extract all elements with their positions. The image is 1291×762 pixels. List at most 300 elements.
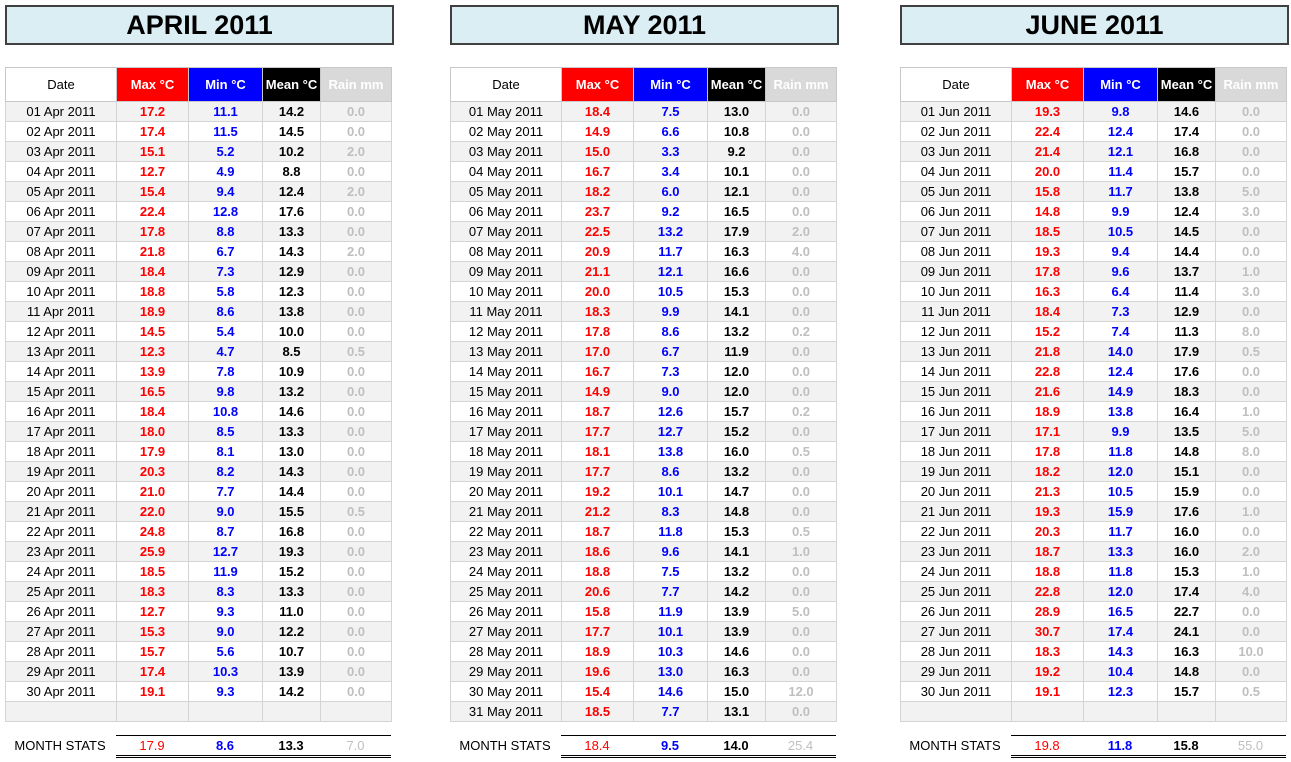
min-temp-cell: 12.7 [189,542,263,562]
rain-cell: 0.0 [766,362,837,382]
table-row [451,362,837,382]
table-row [451,322,837,342]
table-row [901,142,1287,162]
rain-cell: 0.0 [766,142,837,162]
rain-cell: 0.0 [321,582,392,602]
rain-cell: 0.0 [766,162,837,182]
min-temp-cell: 10.5 [634,282,708,302]
rain-cell: 0.0 [321,302,392,322]
table-row [6,582,392,602]
rain-cell: 0.0 [321,662,392,682]
table-row [451,522,837,542]
mean-temp-cell: 22.7 [1158,602,1216,622]
table-row [451,302,837,322]
table-row [6,702,392,722]
rain-cell: 0.0 [766,182,837,202]
rain-cell: 0.0 [321,122,392,142]
table-row [901,542,1287,562]
max-temp-cell: 20.3 [1012,522,1084,542]
table-row [451,502,837,522]
mean-temp-cell: 12.0 [708,362,766,382]
min-temp-cell: 10.4 [1084,662,1158,682]
min-temp-cell: 9.3 [189,682,263,702]
rain-cell: 0.5 [321,502,392,522]
max-temp-cell: 24.8 [117,522,189,542]
column-header-max: Max °C [117,68,189,102]
table-row [6,642,392,662]
max-temp-cell: 19.1 [1012,682,1084,702]
table-row [901,322,1287,342]
rain-cell: 0.0 [1216,162,1287,182]
column-header-date: Date [6,68,117,102]
max-temp-cell: 17.1 [1012,422,1084,442]
table-row [901,462,1287,482]
rain-cell: 0.0 [321,562,392,582]
min-temp-cell [189,702,263,722]
stats-min: 11.8 [1107,738,1133,753]
min-temp-cell: 6.7 [634,342,708,362]
table-row [901,422,1287,442]
min-temp-cell: 6.6 [634,122,708,142]
date-cell: 03 May 2011 [451,142,562,162]
date-cell: 25 Jun 2011 [901,582,1012,602]
min-temp-cell: 7.7 [634,582,708,602]
date-cell: 01 May 2011 [451,102,562,122]
table-row [6,242,392,262]
min-temp-cell: 8.6 [189,302,263,322]
table-row [6,382,392,402]
table-header-row [901,68,1287,102]
mean-temp-cell: 13.9 [708,622,766,642]
rain-cell: 0.0 [321,282,392,302]
rain-cell: 0.0 [321,162,392,182]
date-cell: 27 Apr 2011 [6,622,117,642]
date-cell: 18 May 2011 [451,442,562,462]
mean-temp-cell: 14.6 [708,642,766,662]
mean-temp-cell: 15.3 [1158,562,1216,582]
date-cell: 28 Apr 2011 [6,642,117,662]
rain-cell [321,702,392,722]
max-temp-cell: 22.8 [1012,362,1084,382]
rain-cell: 0.0 [321,642,392,662]
month-stats-values [116,735,391,758]
max-temp-cell: 14.8 [1012,202,1084,222]
mean-temp-cell: 14.2 [708,582,766,602]
min-temp-cell: 13.2 [634,222,708,242]
min-temp-cell: 5.4 [189,322,263,342]
date-cell: 08 Apr 2011 [6,242,117,262]
min-temp-cell: 10.5 [1084,222,1158,242]
date-cell: 21 Apr 2011 [6,502,117,522]
table-row [451,702,837,722]
table-row [901,522,1287,542]
mean-temp-cell: 14.1 [708,302,766,322]
rain-cell: 3.0 [1216,282,1287,302]
min-temp-cell: 12.1 [1084,142,1158,162]
date-cell: 23 Jun 2011 [901,542,1012,562]
max-temp-cell: 18.3 [562,302,634,322]
mean-temp-cell: 16.8 [263,522,321,542]
max-temp-cell: 16.5 [117,382,189,402]
stats-min: 8.6 [215,738,235,753]
mean-temp-cell: 17.6 [1158,502,1216,522]
date-cell: 25 Apr 2011 [6,582,117,602]
min-temp-cell: 13.8 [1084,402,1158,422]
date-cell: 07 Jun 2011 [901,222,1012,242]
column-header-date: Date [901,68,1012,102]
table-row [451,562,837,582]
rain-cell: 0.0 [766,202,837,222]
date-cell: 22 May 2011 [451,522,562,542]
date-cell: 10 May 2011 [451,282,562,302]
min-temp-cell [1084,702,1158,722]
table-row [901,282,1287,302]
rain-cell: 0.5 [766,522,837,542]
mean-temp-cell: 15.5 [263,502,321,522]
min-temp-cell: 10.3 [634,642,708,662]
rain-cell: 5.0 [1216,422,1287,442]
max-temp-cell: 15.7 [117,642,189,662]
max-temp-cell: 18.8 [1012,562,1084,582]
rain-cell: 0.0 [766,262,837,282]
mean-temp-cell: 12.3 [263,282,321,302]
date-cell: 18 Apr 2011 [6,442,117,462]
date-cell: 20 May 2011 [451,482,562,502]
max-temp-cell: 19.3 [1012,102,1084,122]
month-stats-label: MONTH STATS [14,738,106,753]
date-cell: 10 Jun 2011 [901,282,1012,302]
min-temp-cell: 12.8 [189,202,263,222]
date-cell: 24 May 2011 [451,562,562,582]
max-temp-cell: 21.8 [117,242,189,262]
min-temp-cell: 8.6 [634,322,708,342]
rain-cell: 0.0 [766,562,837,582]
column-header-min: Min °C [189,68,263,102]
date-cell: 08 May 2011 [451,242,562,262]
rain-cell [1216,702,1287,722]
max-temp-cell: 22.4 [1012,122,1084,142]
min-temp-cell: 7.4 [1084,322,1158,342]
max-temp-cell: 30.7 [1012,622,1084,642]
date-cell: 05 May 2011 [451,182,562,202]
mean-temp-cell: 24.1 [1158,622,1216,642]
mean-temp-cell: 14.2 [263,102,321,122]
min-temp-cell: 9.9 [1084,422,1158,442]
table-row [6,282,392,302]
max-temp-cell: 18.7 [562,402,634,422]
stats-max: 18.4 [584,738,610,753]
date-cell: 02 Apr 2011 [6,122,117,142]
max-temp-cell: 23.7 [562,202,634,222]
table-row [901,102,1287,122]
min-temp-cell: 5.6 [189,642,263,662]
min-temp-cell: 14.6 [634,682,708,702]
max-temp-cell: 21.3 [1012,482,1084,502]
mean-temp-cell: 13.1 [708,702,766,722]
max-temp-cell: 16.7 [562,362,634,382]
table-row [451,182,837,202]
date-cell: 07 May 2011 [451,222,562,242]
date-cell: 02 May 2011 [451,122,562,142]
table-row [901,562,1287,582]
table-row [451,222,837,242]
table-row [451,462,837,482]
table-row [901,382,1287,402]
table-row [6,682,392,702]
min-temp-cell: 8.1 [189,442,263,462]
date-cell: 21 Jun 2011 [901,502,1012,522]
rain-cell: 1.0 [1216,402,1287,422]
date-cell: 24 Jun 2011 [901,562,1012,582]
rain-cell: 3.0 [1216,202,1287,222]
max-temp-cell: 18.9 [562,642,634,662]
month-stats-values [561,735,836,758]
min-temp-cell: 9.0 [189,502,263,522]
table-row [451,102,837,122]
max-temp-cell: 16.7 [562,162,634,182]
table-row [901,402,1287,422]
mean-temp-cell: 10.7 [263,642,321,662]
table-row [6,502,392,522]
rain-cell: 0.0 [321,542,392,562]
max-temp-cell: 12.7 [117,602,189,622]
max-temp-cell: 22.8 [1012,582,1084,602]
rain-cell: 0.0 [1216,622,1287,642]
mean-temp-cell: 14.4 [263,482,321,502]
min-temp-cell: 12.4 [1084,362,1158,382]
mean-temp-cell: 12.2 [263,622,321,642]
rain-cell: 0.0 [766,342,837,362]
mean-temp-cell: 13.3 [263,582,321,602]
date-cell: 17 Jun 2011 [901,422,1012,442]
mean-temp-cell: 19.3 [263,542,321,562]
rain-cell: 0.0 [321,462,392,482]
weather-table [5,67,392,722]
rain-cell: 0.5 [766,442,837,462]
table-row [6,322,392,342]
rain-cell: 0.0 [766,382,837,402]
min-temp-cell: 11.9 [634,602,708,622]
date-cell: 08 Jun 2011 [901,242,1012,262]
date-cell: 11 Apr 2011 [6,302,117,322]
date-cell: 22 Jun 2011 [901,522,1012,542]
table-row [6,402,392,422]
mean-temp-cell: 17.4 [1158,122,1216,142]
rain-cell: 0.0 [1216,522,1287,542]
rain-cell: 0.0 [766,642,837,662]
max-temp-cell: 17.8 [1012,442,1084,462]
min-temp-cell: 8.7 [189,522,263,542]
stats-max: 17.9 [139,738,165,753]
rain-cell: 2.0 [1216,542,1287,562]
max-temp-cell: 15.0 [562,142,634,162]
min-temp-cell: 10.1 [634,622,708,642]
mean-temp-cell: 16.0 [1158,542,1216,562]
date-cell: 03 Apr 2011 [6,142,117,162]
column-header-mean: Mean °C [263,68,321,102]
max-temp-cell: 17.8 [562,322,634,342]
max-temp-cell: 17.9 [117,442,189,462]
mean-temp-cell: 13.3 [263,422,321,442]
rain-cell: 0.0 [321,422,392,442]
mean-temp-cell: 15.7 [708,402,766,422]
date-cell: 13 May 2011 [451,342,562,362]
rain-cell: 0.0 [321,522,392,542]
max-temp-cell: 15.4 [562,682,634,702]
min-temp-cell: 10.3 [189,662,263,682]
table-row [901,342,1287,362]
rain-cell: 0.0 [766,302,837,322]
rain-cell: 0.0 [766,622,837,642]
max-temp-cell: 19.1 [117,682,189,702]
min-temp-cell: 6.4 [1084,282,1158,302]
table-row [451,662,837,682]
table-row [901,442,1287,462]
table-row [901,242,1287,262]
mean-temp-cell: 17.9 [708,222,766,242]
min-temp-cell: 7.5 [634,562,708,582]
rain-cell: 0.0 [1216,362,1287,382]
stats-rain: 7.0 [346,738,365,753]
date-cell: 14 Apr 2011 [6,362,117,382]
table-row [451,122,837,142]
rain-cell: 0.0 [1216,482,1287,502]
min-temp-cell: 11.8 [1084,442,1158,462]
date-cell: 14 May 2011 [451,362,562,382]
mean-temp-cell: 13.2 [708,562,766,582]
rain-cell: 0.5 [321,342,392,362]
weather-table [900,67,1287,722]
min-temp-cell: 9.6 [634,542,708,562]
mean-temp-cell: 14.8 [708,502,766,522]
table-row [451,162,837,182]
column-header-min: Min °C [634,68,708,102]
date-cell: 27 May 2011 [451,622,562,642]
max-temp-cell: 19.2 [562,482,634,502]
min-temp-cell: 13.0 [634,662,708,682]
max-temp-cell: 18.3 [117,582,189,602]
month-title: MAY 2011 [450,5,839,45]
mean-temp-cell: 16.5 [708,202,766,222]
mean-temp-cell [263,702,321,722]
max-temp-cell: 25.9 [117,542,189,562]
mean-temp-cell: 14.4 [1158,242,1216,262]
date-cell: 09 Apr 2011 [6,262,117,282]
rain-cell: 0.0 [321,682,392,702]
table-row [6,602,392,622]
mean-temp-cell: 14.5 [1158,222,1216,242]
stats-mean: 14.0 [723,738,749,753]
mean-temp-cell: 8.5 [263,342,321,362]
min-temp-cell: 8.5 [189,422,263,442]
date-cell: 15 Apr 2011 [6,382,117,402]
date-cell: 19 Apr 2011 [6,462,117,482]
min-temp-cell: 11.7 [1084,522,1158,542]
table-row [901,622,1287,642]
table-row [901,602,1287,622]
mean-temp-cell: 10.9 [263,362,321,382]
mean-temp-cell: 13.2 [708,322,766,342]
rain-cell: 0.0 [1216,222,1287,242]
rain-cell: 0.0 [766,122,837,142]
mean-temp-cell: 17.6 [263,202,321,222]
min-temp-cell: 5.2 [189,142,263,162]
table-row [6,122,392,142]
max-temp-cell: 18.5 [562,702,634,722]
max-temp-cell: 17.7 [562,462,634,482]
date-cell: 11 May 2011 [451,302,562,322]
table-row [451,242,837,262]
min-temp-cell: 8.6 [634,462,708,482]
max-temp-cell: 22.0 [117,502,189,522]
date-cell: 26 Apr 2011 [6,602,117,622]
max-temp-cell: 17.8 [117,222,189,242]
mean-temp-cell: 13.8 [263,302,321,322]
rain-cell: 0.0 [766,582,837,602]
max-temp-cell: 21.4 [1012,142,1084,162]
date-cell: 07 Apr 2011 [6,222,117,242]
date-cell: 04 Jun 2011 [901,162,1012,182]
column-header-mean: Mean °C [1158,68,1216,102]
date-cell: 28 Jun 2011 [901,642,1012,662]
month-title: APRIL 2011 [5,5,394,45]
min-temp-cell: 9.9 [1084,202,1158,222]
max-temp-cell: 21.1 [562,262,634,282]
max-temp-cell: 18.7 [562,522,634,542]
rain-cell: 0.0 [321,262,392,282]
date-cell: 24 Apr 2011 [6,562,117,582]
date-cell: 06 Apr 2011 [6,202,117,222]
max-temp-cell: 18.6 [562,542,634,562]
min-temp-cell: 6.7 [189,242,263,262]
date-cell [6,702,117,722]
min-temp-cell: 11.7 [634,242,708,262]
min-temp-cell: 15.9 [1084,502,1158,522]
max-temp-cell: 17.0 [562,342,634,362]
mean-temp-cell: 15.7 [1158,682,1216,702]
table-row [6,422,392,442]
mean-temp-cell: 16.0 [708,442,766,462]
max-temp-cell: 18.2 [562,182,634,202]
mean-temp-cell: 12.1 [708,182,766,202]
stats-mean: 13.3 [278,738,304,753]
mean-temp-cell: 11.4 [1158,282,1216,302]
max-temp-cell: 18.4 [562,102,634,122]
max-temp-cell: 17.2 [117,102,189,122]
min-temp-cell: 7.5 [634,102,708,122]
min-temp-cell: 10.1 [634,482,708,502]
max-temp-cell: 15.4 [117,182,189,202]
stats-mean: 15.8 [1173,738,1199,753]
mean-temp-cell: 15.9 [1158,482,1216,502]
max-temp-cell: 14.9 [562,382,634,402]
table-row [6,622,392,642]
rain-cell: 0.5 [1216,682,1287,702]
table-row [6,102,392,122]
max-temp-cell: 15.8 [1012,182,1084,202]
table-row [451,142,837,162]
table-row [6,182,392,202]
rain-cell: 0.2 [766,402,837,422]
table-row [6,542,392,562]
column-header-rain: Rain mm [1216,68,1287,102]
stats-max: 19.8 [1034,738,1060,753]
table-row [901,202,1287,222]
date-cell: 29 May 2011 [451,662,562,682]
min-temp-cell: 9.4 [1084,242,1158,262]
max-temp-cell: 17.8 [1012,262,1084,282]
date-cell: 15 Jun 2011 [901,382,1012,402]
